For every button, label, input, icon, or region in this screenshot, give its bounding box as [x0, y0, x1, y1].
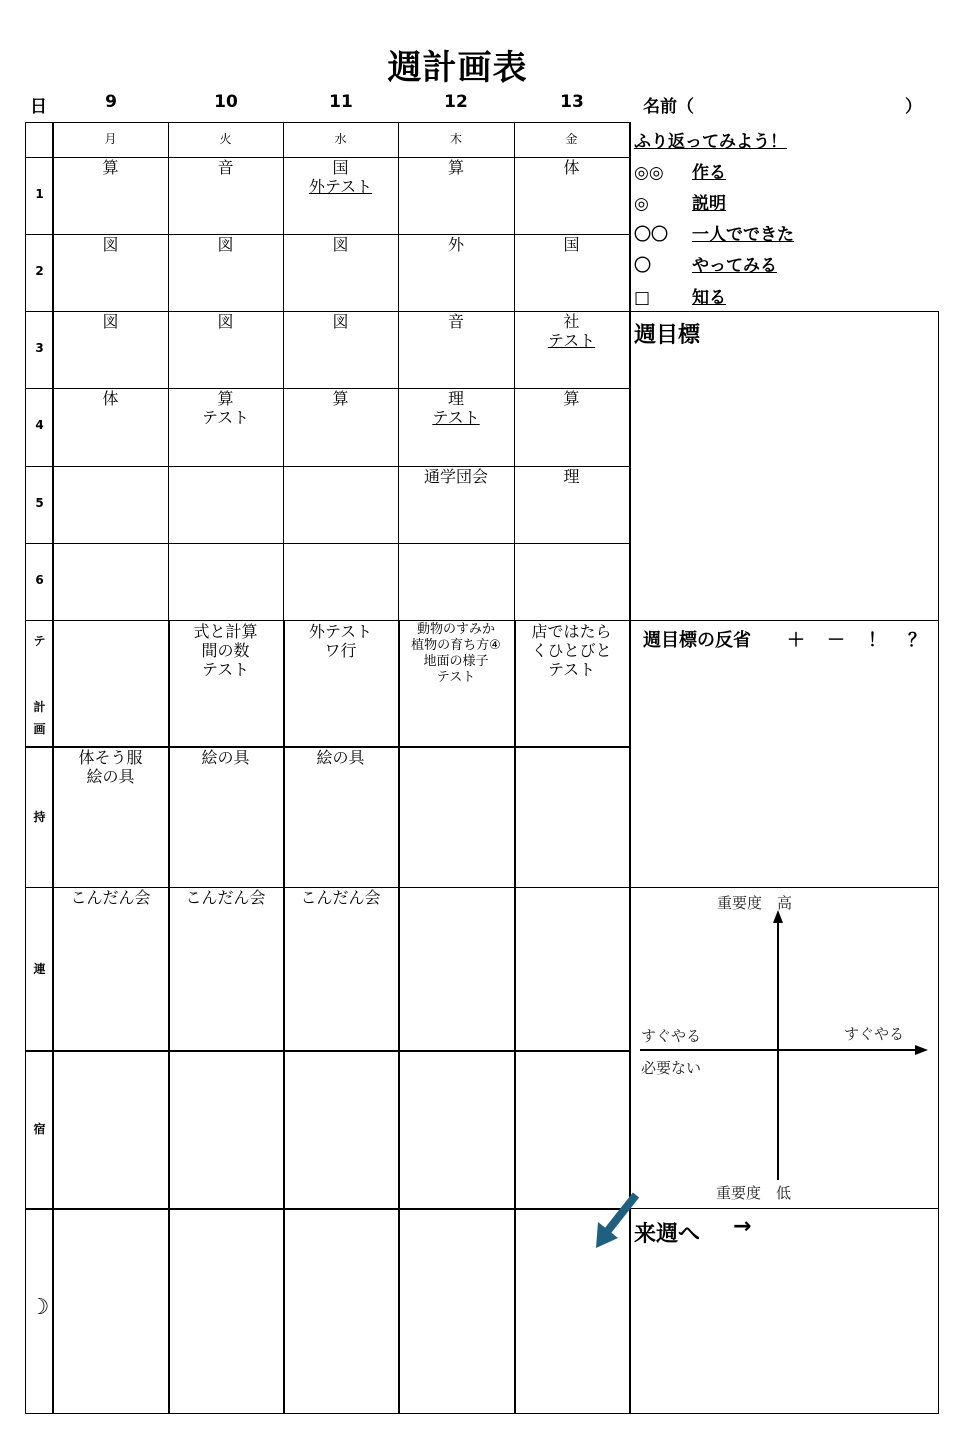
reflection-item: 〇 やってみる: [634, 256, 777, 276]
name-label: 名前（: [643, 97, 694, 117]
reflection-heading: ふり返ってみよう！: [634, 132, 787, 152]
lesson-cell: 体: [102, 389, 119, 408]
matrix-top-label: 重要度 高: [717, 894, 793, 912]
test-plan-cell: 外テスト ワ行: [308, 622, 373, 660]
goal-review-heading: 週目標の反省: [643, 630, 751, 651]
bring-cell: 絵の具: [316, 748, 365, 767]
lesson-cell: 体: [563, 158, 580, 177]
lesson-cell: 図: [102, 235, 119, 254]
reflection-item: ◎◎ 作る: [634, 163, 726, 183]
lesson-cell: 図: [102, 312, 119, 331]
contact-cell: こんだん会: [70, 888, 151, 907]
lesson-cell: 理 テスト: [432, 389, 480, 427]
date-wed: 11: [329, 92, 353, 112]
row-label-contact: 連: [33, 962, 46, 976]
weekday-2: 水: [334, 132, 347, 146]
test-plan-cell: 式と計算 間の数 テスト: [193, 622, 258, 679]
lesson-cell: 算: [332, 389, 349, 408]
period-label-5: 5: [35, 496, 44, 510]
matrix-bottom-label: 重要度 低: [716, 1184, 792, 1202]
test-plan-cell: 店ではたら くひとびと テスト: [531, 622, 612, 679]
weekday-0: 月: [104, 132, 117, 146]
matrix-right-label: すぐやる: [844, 1025, 905, 1043]
lesson-cell: 音: [447, 312, 464, 331]
arrow-right-icon: [915, 1045, 928, 1055]
lesson-cell: 図: [217, 312, 234, 331]
date-thu: 12: [444, 92, 468, 112]
page-title: 週計画表: [387, 48, 528, 88]
reflection-item: 〇〇 一人でできた: [634, 225, 794, 245]
lesson-cell: 通学団会: [423, 467, 488, 486]
period-label-6: 6: [35, 573, 44, 587]
row-label-bring: 持: [33, 810, 46, 824]
weekday-3: 木: [449, 132, 462, 146]
period-label-1: 1: [35, 187, 44, 201]
lesson-cell: 算 テスト: [201, 389, 250, 427]
review-minus: －: [827, 630, 845, 651]
matrix-left-top-label: すぐやる: [641, 1027, 702, 1045]
lesson-cell: 算: [447, 158, 464, 177]
row-label-test-2: 計: [33, 700, 46, 714]
period-label-3: 3: [35, 341, 44, 355]
lesson-cell: 国 外テスト: [308, 158, 373, 196]
reflection-item: ◎ 説明: [634, 194, 726, 214]
review-question: ？: [908, 630, 926, 651]
date-mon: 9: [105, 92, 117, 112]
date-fri: 13: [560, 92, 584, 112]
bring-cell: 絵の具: [201, 748, 250, 767]
period-label-2: 2: [35, 264, 44, 278]
lesson-cell: 図: [332, 235, 349, 254]
lesson-cell: 理: [563, 467, 580, 486]
reflection-item: □ 知る: [634, 288, 726, 308]
next-week-arrow: →: [733, 1214, 752, 1239]
lesson-cell: 算: [563, 389, 580, 408]
weekday-1: 火: [219, 132, 232, 146]
bring-cell: 体そう服 絵の具: [78, 748, 143, 786]
lesson-cell: 図: [217, 235, 234, 254]
weekly-goal-heading: 週目標: [634, 323, 701, 348]
contact-cell: こんだん会: [185, 888, 266, 907]
test-plan-cell: 動物のすみか 植物の育ち方④ 地面の様子 テスト: [411, 622, 501, 685]
day-label: 日: [30, 97, 47, 117]
lesson-cell: 算: [102, 158, 119, 177]
lesson-cell: 外: [447, 235, 464, 254]
lesson-cell: 図: [332, 312, 349, 331]
date-tue: 10: [214, 92, 238, 112]
next-week-label: 来週へ: [634, 1222, 701, 1247]
row-label-homework: 宿: [33, 1122, 46, 1136]
matrix-left-bottom-label: 必要ない: [641, 1059, 702, 1077]
lesson-cell: 国: [563, 235, 580, 254]
weekday-4: 金: [565, 132, 578, 146]
name-close: ）: [905, 97, 922, 117]
row-label-test: テ: [33, 634, 46, 648]
contact-cell: こんだん会: [300, 888, 381, 907]
period-label-4: 4: [35, 418, 44, 432]
moon-icon: ☽: [29, 1295, 50, 1320]
lesson-cell: 音: [217, 158, 234, 177]
next-week-arrow-icon: [596, 1195, 636, 1248]
lesson-cell: 社 テスト: [547, 312, 596, 350]
row-label-test-3: 画: [33, 722, 46, 736]
review-exclaim: ！: [868, 630, 886, 651]
review-plus: ＋: [787, 630, 805, 651]
